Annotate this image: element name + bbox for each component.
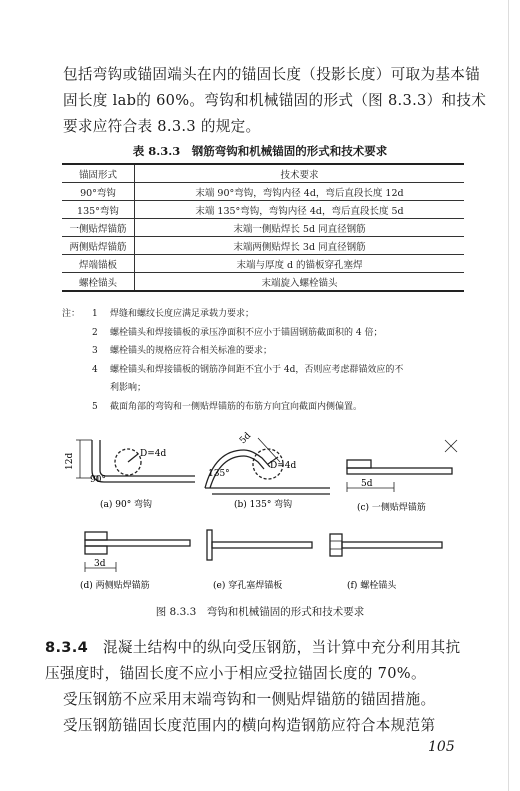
section-line-3: 受压钢筋不应采用末端弯钩和一侧贴焊锚筋的锚固措施。 [63,691,436,708]
anchor-plate-diagram [207,530,312,560]
cell-form: 135°弯钩 [62,201,135,219]
section-number: 8.3.4 [45,639,89,656]
subcaption-f: (f) 螺栓锚头 [347,581,397,591]
label-3d-d: 3d [94,559,106,569]
cell-form: 螺栓锚头 [62,273,135,292]
note-text: 螺栓锚头和焊接锚板的钢筋净间距不宜小于 4d，否则应考虑群锚效应的不 [110,364,404,375]
section-line-2: 压强度时，锚固长度不应小于相应受拉锚固长度的 70%。 [45,665,426,682]
cell-form: 两侧贴焊锚筋 [62,237,135,255]
notes-label: 注： [62,309,81,319]
cell-requirement: 末端两侧贴焊长 3d 同直径钢筋 [135,237,465,255]
note-number: 5 [92,401,98,412]
cell-requirement: 末端与厚度 d 的锚板穿孔塞焊 [135,255,465,273]
note-number: 1 [92,309,98,319]
cell-requirement: 末端一侧贴焊长 5d 同直径钢筋 [135,219,465,237]
note-number: 2 [92,327,98,338]
intro-line-3: 要求应符合表 8.3.3 的规定。 [63,118,261,135]
note-text: 焊缝和螺纹长度应满足承载力要求； [110,309,255,319]
cell-form: 一侧贴焊锚筋 [62,219,135,237]
section-text-1: 混凝土结构中的纵向受压钢筋，当计算中充分利用其抗 [102,639,461,656]
label-d4-b: D=4d [270,461,297,471]
subcaption-d: (d) 两侧贴焊锚筋 [80,581,150,591]
cell-form: 90°弯钩 [62,183,135,201]
header-requirement: 技术要求 [135,164,465,183]
note-number: 4 [92,364,98,375]
cell-requirement: 末端 90°弯钩，弯钩内径 4d，弯后直段长度 12d [135,183,465,201]
cell-requirement: 末端 135°弯钩，弯钩内径 4d，弯后直段长度 5d [135,201,465,219]
label-135deg: 135° [208,469,230,479]
cell-requirement: 末端旋入螺栓锚头 [135,273,465,292]
label-d4-a: D=4d [140,449,167,459]
subcaption-a: (a) 90° 弯钩 [100,500,153,510]
subcaption-c: (c) 一侧贴焊锚筋 [357,503,426,513]
intro-line-2: 固长度 lab的 60%。弯钩和机械锚固的形式（图 8.3.3）和技术 [63,92,487,109]
section-line-4: 受压钢筋锚固长度范围内的横向构造钢筋应符合本规范第 [63,717,436,734]
subcaption-b: (b) 135° 弯钩 [234,500,293,510]
note-number: 3 [92,346,98,356]
label-5d-b: 5d [238,430,254,447]
label-90deg: 90° [90,475,106,485]
label-5d-c: 5d [361,479,373,489]
header-form: 锚固形式 [62,164,135,183]
table-caption: 表 8.3.3 钢筋弯钩和机械锚固的形式和技术要求 [132,144,388,158]
intro-line-1: 包括弯钩或锚固端头在内的锚固长度（投影长度）可取为基本锚 [63,66,481,83]
note-text: 利影响； [110,383,147,393]
figure-caption: 图 8.3.3 弯钩和机械锚固的形式和技术要求 [155,606,365,618]
note-text: 螺栓锚头和焊接锚板的承压净面积不应小于锚固钢筋截面积的 4 倍； [110,327,383,338]
bolt-head-diagram [330,534,442,556]
hook-135-diagram [205,438,330,494]
page-number: 105 [428,739,455,755]
cell-form: 焊端锚板 [62,255,135,273]
subcaption-e: (e) 穿孔塞焊锚板 [213,581,283,591]
note-text: 截面角部的弯钩和一侧贴焊锚筋的布筋方向宜向截面内侧偏置。 [110,401,363,412]
label-12d: 12d [65,452,75,470]
section-line-1 [45,635,460,661]
note-text: 螺栓锚头的规格应符合相关标准的要求； [110,346,273,356]
